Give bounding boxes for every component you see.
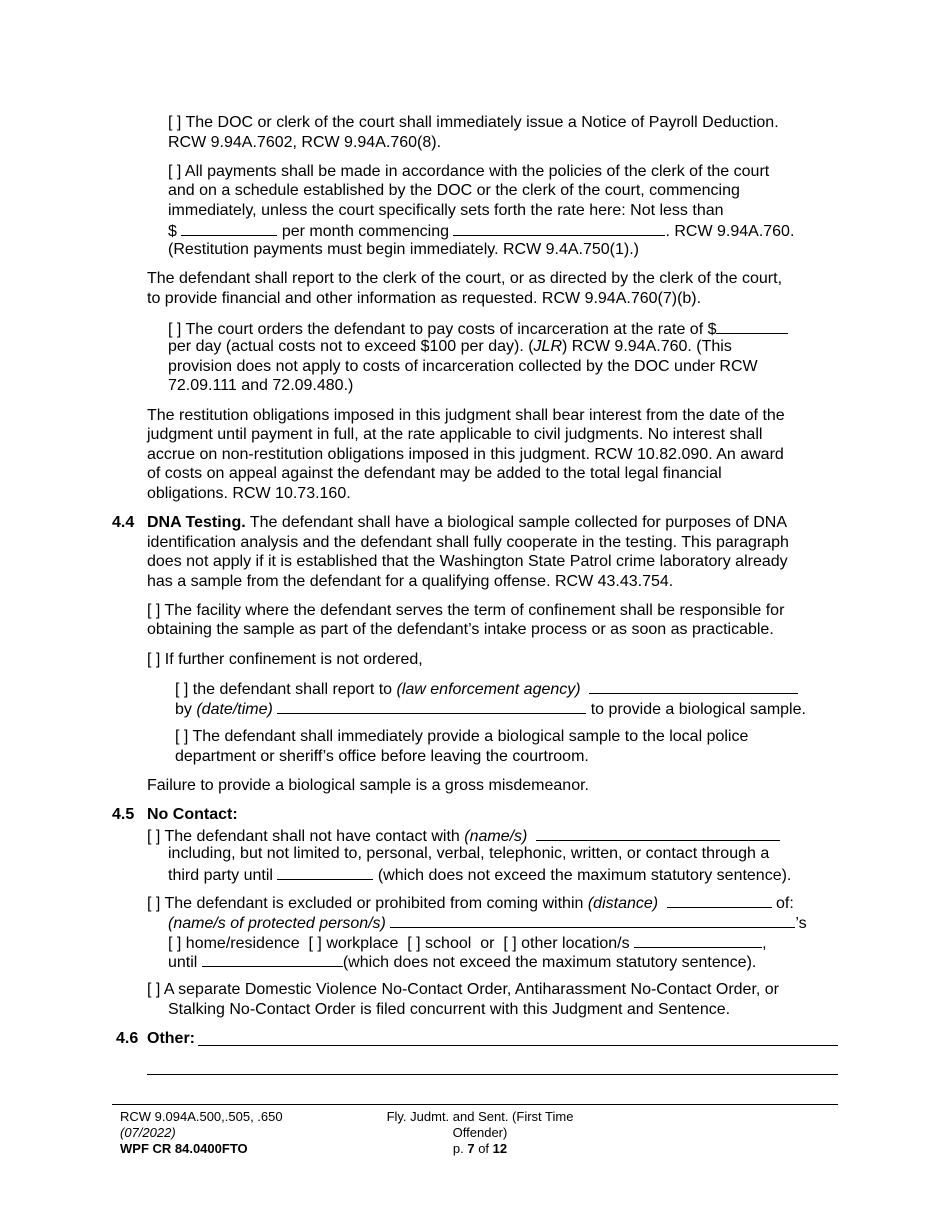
checkbox[interactable]: [ ] [147,602,161,619]
monthly-amount-blank[interactable] [181,220,277,236]
dna-line-1: DNA Testing. The defendant shall have a biological sample collected for purposes of DNA [147,514,788,531]
payroll-deduction-line-1: [ ] The DOC or clerk of the court shall immediately issue a Notice of Payroll Deduction. [168,114,779,131]
until-blank[interactable] [202,951,343,967]
separate-order-line-1: [ ] A separate Domestic Violence No-Contact Order, Antiharassment No-Contact Order, or [147,981,780,998]
commencing-date-blank[interactable] [453,220,665,236]
section-title: DNA Testing. [147,514,246,531]
interest-line-4: of costs on appeal against the defendant may be added to the total legal financial [147,465,722,482]
footer-divider [112,1104,838,1105]
checkbox[interactable]: [ ] [308,935,322,952]
until-blank[interactable] [277,864,373,880]
separate-order-line-2: Stalking No-Contact Order is filed concurrent with this Judgment and Sentence. [168,1001,731,1018]
checkbox[interactable]: [ ] [168,163,182,180]
report-agency-line-2: by (date/time) to provide a biological sample. [175,698,806,720]
incarceration-line-3: provision does not apply to costs of incarceration collected by the DOC under RCW [168,358,758,375]
no-contact-line-2: including, but not limited to, personal, verbal, telephonic, written, or contact through a [168,845,770,862]
report-agency-line-1: [ ] the defendant shall report to (law enforcement agency) [175,678,798,700]
footer-title-1: Fly. Judmt. and Sent. (First Time [386,1109,574,1124]
checkbox[interactable]: [ ] [147,651,161,668]
incarceration-line-2: per day (actual costs not to exceed $100 per day). (JLR) RCW 9.94A.760. (This [168,338,732,355]
checkbox[interactable]: [ ] [503,935,517,952]
checkbox[interactable]: [ ] [147,981,161,998]
payments-line-5: (Restitution payments must begin immediately. RCW 9.4A.750(1).) [168,241,639,258]
other-blank-line-2[interactable] [147,1074,838,1075]
checkbox[interactable]: [ ] [147,895,161,912]
exclusion-line-2: (name/s of protected person/s) ’s [168,912,807,934]
name-blank[interactable] [536,825,780,841]
section-number-4-6: 4.6 [116,1030,139,1047]
immediate-sample-line-1: [ ] The defendant shall immediately provide a biological sample to the local police [175,728,749,745]
payments-line-1: [ ] All payments shall be made in accordance with the policies of the clerk of the court [168,163,770,180]
exclusion-line-3: [ ] home/residence [ ] workplace [ ] school or [ ] other location/s , [168,932,767,954]
exclusion-line-4: until (which does not exceed the maximum statutory sentence). [168,951,756,973]
other-location-blank[interactable] [634,932,762,948]
report-line-2: to provide financial and other information as requested. RCW 9.94A.760(7)(b). [147,290,702,307]
incarceration-line-1: [ ] The court orders the defendant to pay costs of incarceration at the rate of $ [168,318,788,340]
distance-blank[interactable] [667,892,772,908]
date-time-blank[interactable] [277,698,586,714]
no-contact-line-1: [ ] The defendant shall not have contact with (name/s) [147,825,780,847]
protected-person-blank[interactable] [390,912,795,928]
checkbox[interactable]: [ ] [407,935,421,952]
report-line-1: The defendant shall report to the clerk of the court, or as directed by the clerk of the court, [147,270,783,287]
interest-line-3: accrue on non-restitution obligations imposed in this judgment. RCW 10.82.090. An award [147,446,784,463]
immediate-sample-line-2: department or sheriff’s office before leaving the courtroom. [175,748,589,765]
checkbox[interactable]: [ ] [168,321,182,338]
footer-left [120,1109,283,1157]
footer-date: (07/2022) [120,1125,176,1140]
further-confinement-line: [ ] If further confinement is not ordered, [147,651,423,668]
checkbox[interactable]: [ ] [168,114,182,131]
payroll-deduction-line-2: RCW 9.94A.7602, RCW 9.94A.760(8). [168,134,442,151]
page-number: p. 7 of 12 [452,1141,508,1156]
checkbox[interactable]: [ ] [175,681,189,698]
section-number-4-4: 4.4 [112,514,135,531]
footer-form-number: WPF CR 84.0400FTO [120,1141,248,1156]
checkbox[interactable]: [ ] [147,828,161,845]
payments-line-2: and on a schedule established by the DOC or the clerk of the court, commencing [168,182,740,199]
footer-center [350,1109,610,1157]
payments-line-4: $ per month commencing . RCW 9.94A.760. [168,220,794,242]
no-contact-line-3: third party until (which does not exceed the maximum statutory sentence). [168,864,791,886]
incarceration-rate-blank[interactable] [716,318,788,334]
dna-line-2: identification analysis and the defendant shall fully cooperate in the testing. This paragraph [147,534,789,551]
other-blank-line-1[interactable] [198,1045,838,1046]
exclusion-line-1: [ ] The defendant is excluded or prohibited from coming within (distance) of: [147,892,794,914]
interest-line-5: obligations. RCW 10.73.160. [147,485,351,502]
facility-line-2: obtaining the sample as part of the defendant’s intake process or as soon as practicable. [147,621,774,638]
checkbox[interactable]: [ ] [175,728,189,745]
section-title: No Contact: [147,806,238,823]
footer-title-2: Offender) [452,1125,508,1140]
section-number-4-5: 4.5 [112,806,135,823]
payments-line-3: immediately, unless the court specifically sets forth the rate here: Not less than [168,202,724,219]
facility-line-1: [ ] The facility where the defendant serves the term of confinement shall be responsible for [147,602,785,619]
footer-rcw: RCW 9.094A.500,.505, .650 [120,1109,283,1124]
interest-line-2: judgment until payment in full, at the rate applicable to civil judgments. No interest shall [147,426,763,443]
agency-blank[interactable] [589,678,798,694]
dna-line-3: does not apply if it is established that the Washington State Patrol crime laboratory already [147,553,788,570]
section-title: Other: [147,1030,195,1047]
failure-line: Failure to provide a biological sample is a gross misdemeanor. [147,777,589,794]
dna-line-4: has a sample from the defendant for a qualifying offense. RCW 43.43.754. [147,573,674,590]
checkbox[interactable]: [ ] [168,935,182,952]
incarceration-line-4: 72.09.111 and 72.09.480.) [168,377,354,394]
interest-line-1: The restitution obligations imposed in this judgment shall bear interest from the date of the [147,407,785,424]
